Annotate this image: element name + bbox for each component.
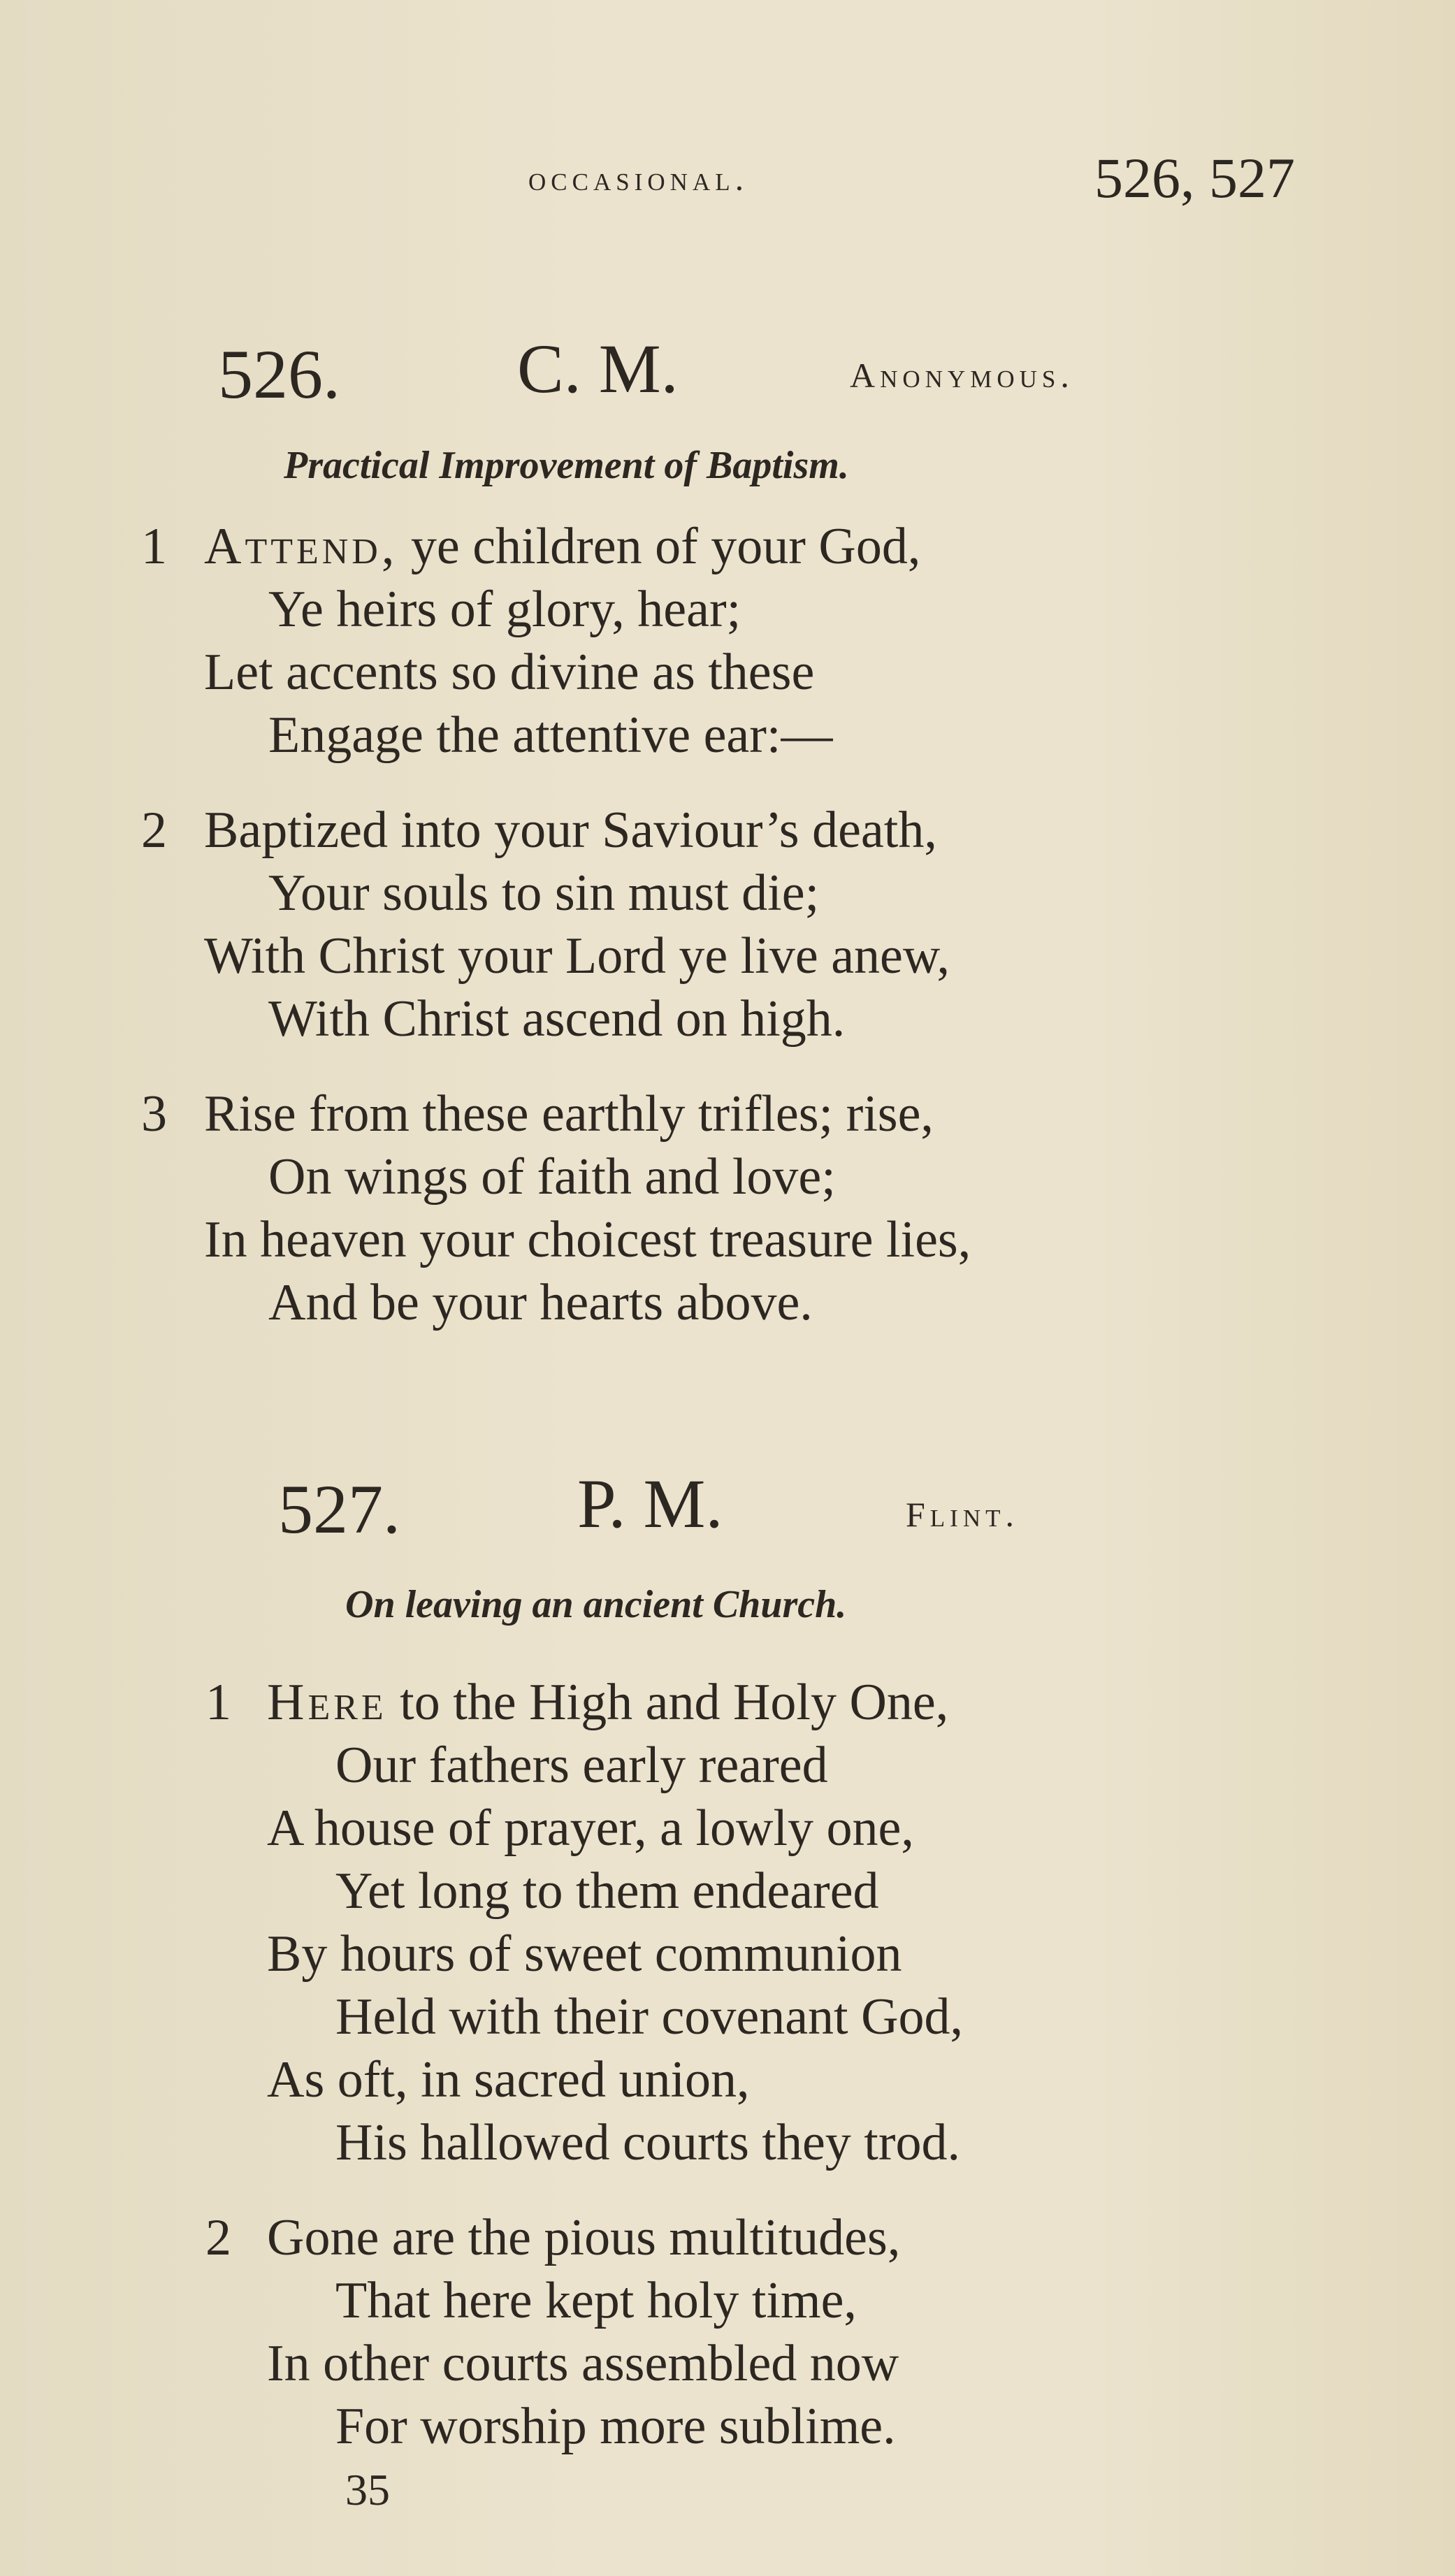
verse-line: Our fathers early reared (335, 1737, 828, 1794)
verse-line: Yet long to them endeared (335, 1862, 879, 1920)
verse-number: 2 (141, 802, 167, 859)
verse-line (204, 517, 920, 577)
verse-first-word: Attend, (204, 518, 398, 575)
verse-line: On wings of faith and love; (268, 1148, 836, 1206)
verse-line: That here kept holy time, (335, 2272, 857, 2329)
hymn-meter: C. M. (517, 330, 679, 407)
verse-first-rest: ye children of your God, (398, 518, 921, 575)
verse-line: By hours of sweet communion (267, 1925, 902, 1983)
verse-line: Ye heirs of glory, hear; (268, 581, 741, 638)
verse-line: In other courts assembled now (267, 2335, 899, 2392)
hymn-author: Flint. (906, 1495, 1019, 1534)
verse-first-rest: to the High and Holy One, (386, 1674, 949, 1731)
verse-number: 1 (205, 1674, 231, 1731)
verse-line: Your souls to sin must die; (268, 864, 820, 922)
verse-line: Baptized into your Saviour’s death, (204, 802, 937, 859)
verse-line: Rise from these earthly trifles; rise, (204, 1085, 934, 1143)
hymn-number: 527. (278, 1470, 400, 1548)
hymn-author: Anonymous. (850, 356, 1074, 395)
verse-line: Gone are the pious multitudes, (267, 2209, 901, 2266)
verse-line: With Christ ascend on high. (268, 990, 846, 1048)
verse-number: 2 (205, 2209, 231, 2266)
verse-line: As oft, in sacred union, (267, 2051, 750, 2108)
hymn-title: On leaving an ancient Church. (345, 1583, 847, 1626)
verse-line: Let accents so divine as these (204, 644, 815, 701)
verse-line: Engage the attentive ear:— (268, 707, 833, 764)
verse-line: With Christ your Lord ye live anew, (204, 927, 950, 985)
hymn-number: 526. (218, 335, 340, 413)
verse-line: And be your hearts above. (268, 1274, 813, 1331)
verse-first-word: Here (267, 1674, 387, 1731)
hymn-meter: P. M. (577, 1465, 723, 1542)
verse-number: 3 (141, 1085, 167, 1143)
verse-number: 1 (141, 518, 167, 575)
verse-line: Held with their covenant God, (335, 1988, 964, 2046)
verse-line (267, 1673, 948, 1732)
verse-line: In heaven your choicest treasure lies, (204, 1211, 971, 1268)
verse-line: For worship more sublime. (335, 2398, 896, 2455)
running-head: occasional. (528, 159, 749, 198)
hymn-title: Practical Improvement of Baptism. (284, 444, 849, 487)
page-number: 35 (345, 2465, 390, 2515)
page-range: 526, 527 (1094, 146, 1295, 210)
verse-line: A house of prayer, a lowly one, (267, 1800, 914, 1857)
verse-line: His hallowed courts they trod. (335, 2114, 960, 2171)
